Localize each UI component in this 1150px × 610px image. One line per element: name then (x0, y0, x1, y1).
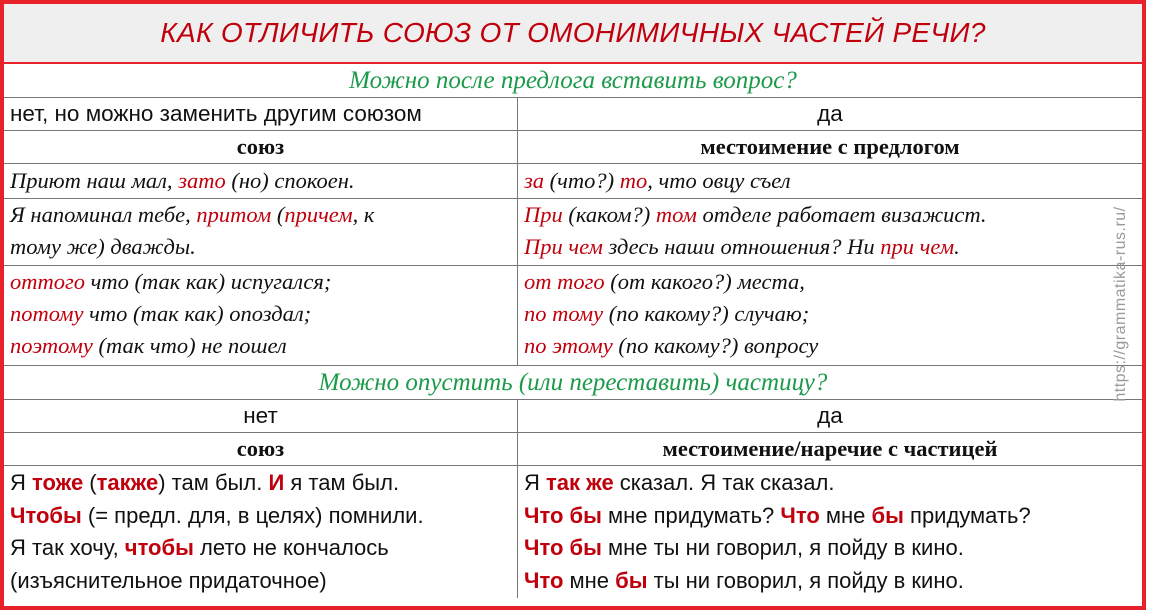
text: лето не кончалось (193, 535, 389, 560)
type-row-1 (4, 131, 1142, 164)
text: мне (563, 567, 616, 593)
text: . (954, 234, 960, 259)
example-left-3 (4, 266, 518, 365)
example-right-1 (518, 164, 1142, 198)
text: Я так хочу, (10, 535, 125, 560)
text: что (так как) испугался; (85, 269, 332, 294)
site-watermark: https://grammatika-rus.ru/ (1112, 206, 1129, 402)
text: тому же) дважды. (10, 234, 196, 259)
text: , что овцу съел (647, 168, 791, 193)
highlight: по тому (524, 301, 604, 326)
text: Приют наш мал, (10, 168, 179, 193)
text: придумать? (903, 502, 1031, 528)
example-row-2 (4, 199, 1142, 266)
text: (что?) (544, 168, 620, 193)
type-right-1: местоимение с предлогом (700, 134, 960, 159)
example-left-2 (4, 199, 518, 265)
type-row-2 (4, 433, 1142, 466)
highlight: Что (524, 567, 564, 593)
example-left-4 (4, 466, 518, 598)
answer-right-2: да (817, 403, 843, 428)
text: , к (352, 202, 375, 227)
highlight: потому (10, 301, 84, 326)
highlight: Что бы (524, 535, 602, 560)
type-left-2: союз (4, 433, 518, 465)
highlight: Чтобы (10, 502, 82, 528)
highlight: чтобы (124, 535, 194, 560)
text: Я (10, 470, 32, 495)
comparison-table (4, 4, 1142, 598)
text: отделе работает визажист. (696, 202, 987, 227)
text: (по какому?) вопросу (612, 333, 819, 358)
text: ( (83, 470, 97, 495)
answer-row-1 (4, 98, 1142, 131)
text: (каком?) (562, 202, 656, 227)
highlight: оттого (10, 269, 86, 294)
page-title: КАК ОТЛИЧИТЬ СОЮЗ ОТ ОМОНИМИЧНЫХ ЧАСТЕЙ РЕЧИ? (4, 4, 1142, 64)
highlight: зато (178, 168, 226, 193)
highlight: притом (196, 202, 272, 227)
example-right-2 (518, 199, 1142, 265)
text: (но) спокоен. (225, 168, 355, 193)
highlight: то (619, 168, 648, 193)
answer-row-2 (4, 400, 1142, 433)
highlight: при чем (880, 234, 955, 259)
text: мне (819, 502, 872, 528)
highlight: том (655, 202, 697, 227)
text: ты ни говорил, я пойду в кино. (647, 567, 964, 593)
highlight: Что бы (524, 502, 602, 528)
highlight: При (524, 202, 563, 227)
text: (так что) не пошел (92, 333, 287, 358)
question-2: Можно опустить (или переставить) частицу? (4, 366, 1142, 400)
answer-left-1: нет, но можно заменить другим союзом (4, 98, 518, 130)
text: (= предл. для, в целях) помнили. (81, 502, 424, 528)
highlight: бы (615, 567, 648, 593)
example-right-4 (518, 466, 1142, 598)
example-row-3 (4, 266, 1142, 366)
text: я там был. (284, 470, 400, 495)
highlight: тоже (32, 470, 84, 495)
highlight: за (524, 168, 545, 193)
example-left-1 (4, 164, 518, 198)
text: Я (524, 470, 546, 495)
example-row-1 (4, 164, 1142, 199)
text: Я напоминал тебе, (10, 202, 197, 227)
text: сказал. Я так сказал. (613, 470, 835, 495)
answer-right-1: да (817, 101, 843, 126)
text: что (так как) опоздал; (83, 301, 312, 326)
type-left-1: союз (4, 131, 518, 163)
highlight: причем (284, 202, 353, 227)
text: мне ты ни говорил, я пойду в кино. (601, 535, 964, 560)
text: здесь наши отношения? Ни (602, 234, 881, 259)
highlight: так же (546, 470, 614, 495)
highlight: И (268, 470, 285, 495)
highlight: поэтому (10, 333, 93, 358)
highlight: по этому (524, 333, 613, 358)
question-1: Можно после предлога вставить вопрос? (4, 64, 1142, 98)
highlight: Что (780, 502, 820, 528)
text: (по какому?) случаю; (603, 301, 810, 326)
highlight: бы (871, 502, 904, 528)
text: мне придумать? (601, 502, 781, 528)
highlight: При чем (524, 234, 603, 259)
highlight: также (96, 470, 159, 495)
example-row-4 (4, 466, 1142, 598)
answer-left-2: нет (4, 400, 518, 432)
text: (изъяснительное придаточное) (10, 567, 327, 593)
highlight: от того (524, 269, 605, 294)
example-right-3 (518, 266, 1142, 365)
type-right-2: местоимение/наречие с частицей (662, 436, 998, 461)
text: ( (271, 202, 285, 227)
text: ) там был. (158, 470, 269, 495)
text: (от какого?) места, (604, 269, 805, 294)
